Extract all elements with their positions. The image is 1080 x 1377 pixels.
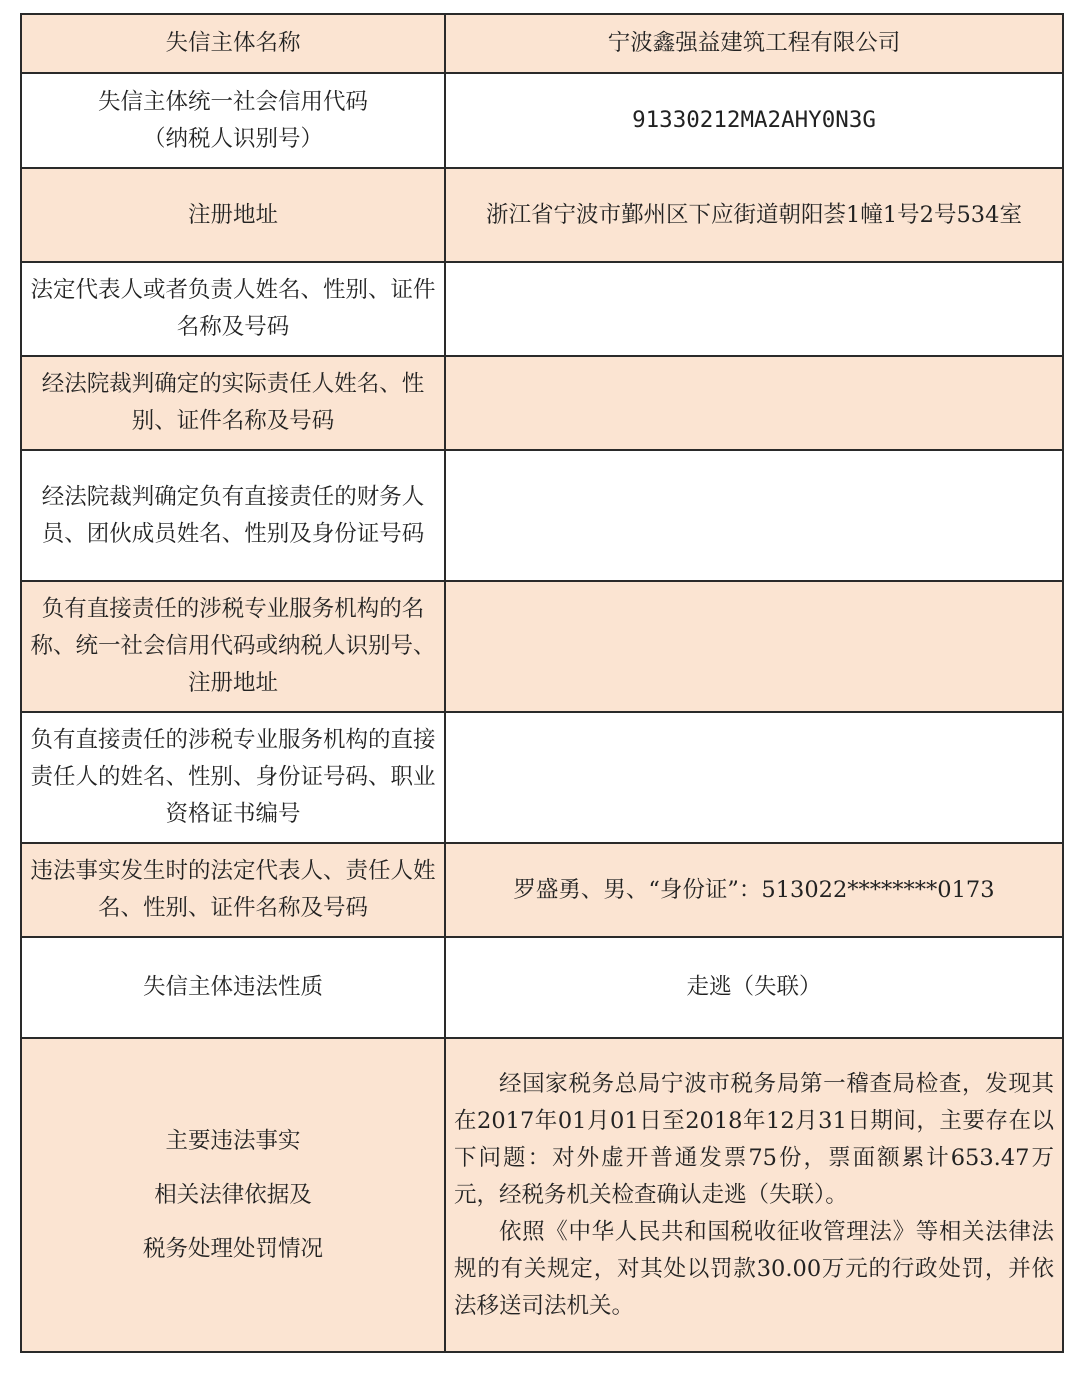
label-line: 失信主体统一社会信用代码 [97,88,368,115]
table-row [21,14,1063,73]
row-label-rep-at-violation: 违法事实发生时的法定代表人、责任人姓名、性别、证件名称及号码 [21,843,445,937]
row-value-finance-staff [445,450,1063,581]
row-value-court-responsible [445,356,1063,450]
row-label-legal-rep: 法定代表人或者负责人姓名、性别、证件名称及号码 [21,262,445,356]
row-value-legal-rep [445,262,1063,356]
row-label-address: 注册地址 [21,168,445,262]
row-value-agency-person [445,712,1063,843]
row-label-court-responsible: 经法院裁判确定的实际责任人姓名、性别、证件名称及号码 [21,356,445,450]
row-label-legal-facts [21,1038,445,1352]
row-label-credit-code [21,73,445,168]
row-label-agency-person: 负有直接责任的涉税专业服务机构的直接责任人的姓名、性别、身份证号码、职业资格证书编号 [21,712,445,843]
row-label-tax-agency: 负有直接责任的涉税专业服务机构的名称、统一社会信用代码或纳税人识别号、注册地址 [21,581,445,712]
row-label-entity-name: 失信主体名称 [21,14,445,73]
table-row [21,168,1063,262]
table-row [21,1038,1063,1352]
row-value-tax-agency [445,581,1063,712]
table-row [21,937,1063,1038]
table-row [21,450,1063,581]
row-value-rep-at-violation: 罗盛勇、男、“身份证”：513022********0173 [445,843,1063,937]
label-line: 主要违法事实 [165,1127,301,1154]
table-row [21,262,1063,356]
penalty-paragraph: 依照《中华人民共和国税收征收管理法》等相关法律法规的有关规定，对其处以罚款30.00万元的行政处罚，并依法移送司法机关。 [454,1218,1054,1319]
row-value-entity-name: 宁波鑫强益建筑工程有限公司 [445,14,1063,73]
label-line: 税务处理处罚情况 [142,1235,323,1262]
row-label-finance-staff: 经法院裁判确定负有直接责任的财务人员、团伙成员姓名、性别及身份证号码 [21,450,445,581]
row-label-violation-nature: 失信主体违法性质 [21,937,445,1038]
table-row [21,73,1063,168]
label-line: （纳税人识别号） [142,125,323,152]
facts-paragraph: 经国家税务总局宁波市税务局第一稽查局检查，发现其在2017年01月01日至2018年12月31日期间，主要存在以下问题：对外虚开普通发票75份，票面额累计653.47万元，经税务机关检查确认走逃（失联）。 [454,1070,1054,1208]
row-value-legal-facts [445,1038,1063,1352]
row-value-address: 浙江省宁波市鄞州区下应街道朝阳荟1幢1号2号534室 [445,168,1063,262]
table-row [21,843,1063,937]
table-row [21,712,1063,843]
table-row [21,581,1063,712]
row-value-credit-code: 91330212MA2AHY0N3G [445,73,1063,168]
blacklist-info-table [20,13,1064,1353]
table-row [21,356,1063,450]
label-line: 相关法律依据及 [154,1181,312,1208]
row-value-violation-nature: 走逃（失联） [445,937,1063,1038]
